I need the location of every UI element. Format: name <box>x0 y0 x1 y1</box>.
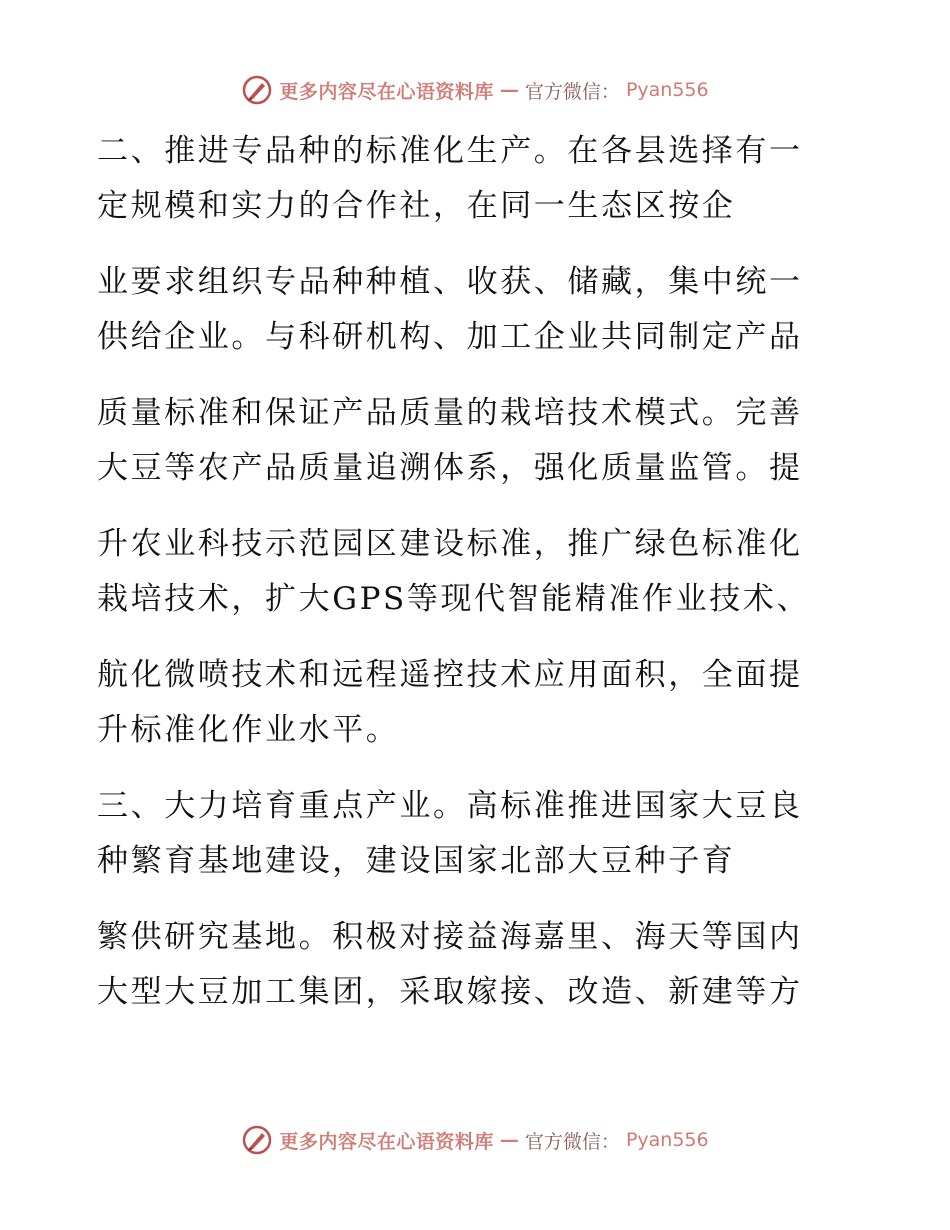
banner-wechat-id: Pyan556 <box>625 1129 709 1151</box>
text-line: 三、大力培育重点产业。高标准推进国家大豆良 <box>97 788 803 824</box>
banner-separator: — <box>499 1129 519 1151</box>
banner-text: 更多内容尽在心语资料库 <box>279 1130 494 1153</box>
text-line: 繁供研究基地。积极对接益海嘉里、海天等国内 <box>97 919 803 955</box>
text-line: 升农业科技示范园区建设标准，推广绿色标准化 <box>97 526 803 562</box>
banner-text: 更多内容尽在心语资料库 <box>279 80 494 103</box>
banner-wechat-label: 官方微信： <box>524 80 620 103</box>
text-line: 定规模和实力的合作社，在同一生态区按企 <box>97 188 736 224</box>
text-line: 质量标准和保证产品质量的栽培技术模式。完善 <box>97 395 803 431</box>
banner-wechat-label: 官方微信： <box>524 1130 620 1153</box>
text-line: 供给企业。与科研机构、加工企业共同制定产品 <box>97 319 803 355</box>
quill-pen-logo-icon <box>241 74 273 106</box>
header-banner <box>0 70 950 110</box>
footer-banner <box>0 1120 950 1160</box>
quill-pen-logo-icon <box>241 1124 273 1156</box>
text-line: 业要求组织专品种种植、收获、储藏，集中统一 <box>97 264 803 300</box>
text-line: 栽培技术，扩大GPS等现代智能精准作业技术、 <box>97 581 811 617</box>
text-line: 升标准化作业水平。 <box>97 712 400 748</box>
text-line: 航化微喷技术和远程遥控技术应用面积，全面提 <box>97 657 803 693</box>
banner-wechat-id: Pyan556 <box>625 79 709 101</box>
text-line: 种繁育基地建设，建设国家北部大豆种子育 <box>97 843 736 879</box>
text-line: 大豆等农产品质量追溯体系，强化质量监管。提 <box>97 450 803 486</box>
banner-separator: — <box>499 79 519 101</box>
text-line: 大型大豆加工集团，采取嫁接、改造、新建等方 <box>97 974 803 1010</box>
text-line: 二、推进专品种的标准化生产。在各县选择有一 <box>97 133 803 169</box>
